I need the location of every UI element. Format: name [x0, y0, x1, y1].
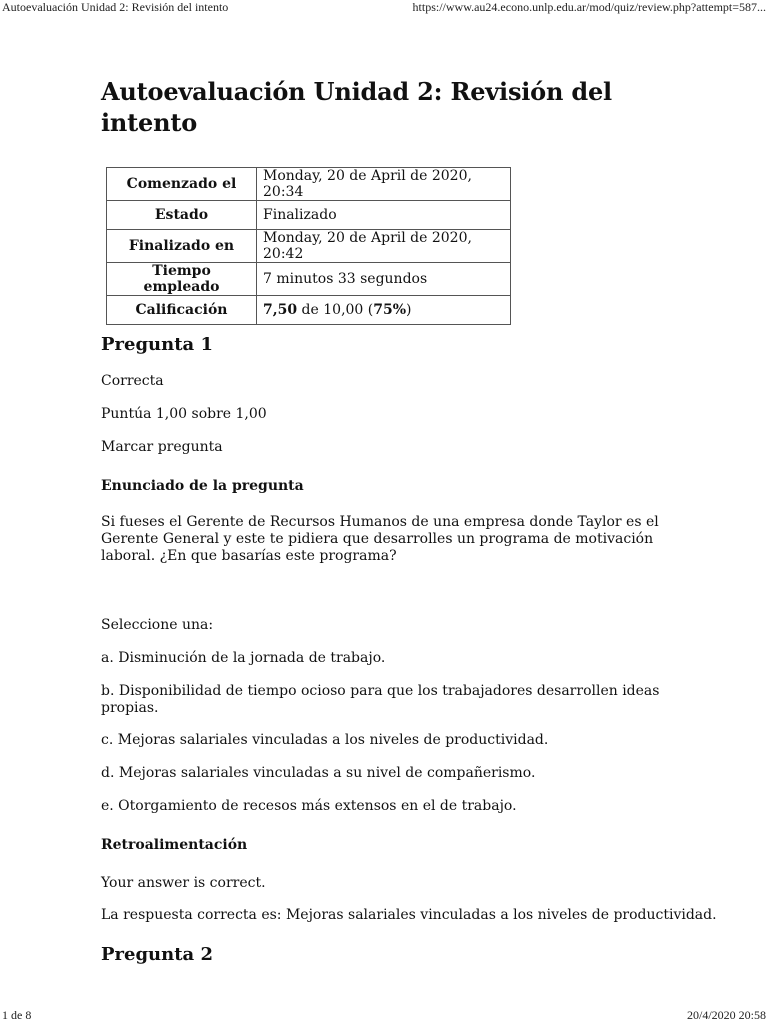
grade-score: 7,50	[263, 302, 298, 318]
flag-question-link[interactable]: Marcar pregunta	[101, 439, 223, 455]
feedback-result: Your answer is correct.	[101, 875, 266, 891]
feedback-correct-answer: La respuesta correcta es: Mejoras salariales vinculadas a los niveles de productividad.	[101, 907, 717, 923]
statement-heading: Enunciado de la pregunta	[101, 478, 304, 494]
main-content	[101, 76, 717, 965]
print-footer	[0, 1006, 768, 1024]
grade-of-text: de 10,00 (	[297, 302, 374, 318]
page-title: Autoevaluación Unidad 2: Revisión del intento	[101, 77, 612, 137]
answer-option-d[interactable]: d. Mejoras salariales vinculadas a su nivel de compañerismo.	[101, 765, 536, 781]
summary-row	[107, 201, 511, 230]
print-header-url[interactable]: https://www.au24.econo.unlp.edu.ar/mod/quiz/review.php?attempt=587...	[412, 0, 766, 14]
grade-close: )	[406, 302, 412, 318]
answer-option-c[interactable]: c. Mejoras salariales vinculadas a los niveles de productividad.	[101, 732, 549, 748]
summary-label: Tiempo empleado	[107, 263, 257, 296]
summary-value: Finalizado	[257, 201, 511, 230]
summary-label: Finalizado en	[107, 230, 257, 263]
summary-row	[107, 296, 511, 325]
question-2-title: Pregunta 2	[101, 944, 213, 965]
summary-label: Comenzado el	[107, 168, 257, 201]
print-header	[0, 0, 768, 16]
answer-option-a[interactable]: a. Disminución de la jornada de trabajo.	[101, 650, 386, 666]
print-header-title: Autoevaluación Unidad 2: Revisión del intento	[2, 0, 229, 14]
summary-label: Estado	[107, 201, 257, 230]
answer-option-b[interactable]: b. Disponibilidad de tiempo ocioso para que los trabajadores desarrollen ideas propias.	[101, 683, 660, 716]
summary-label: Calificación	[107, 296, 257, 325]
summary-row	[107, 230, 511, 263]
question-statement: Si fueses el Gerente de Recursos Humanos de una empresa donde Taylor es el Gerente General y este te pidiera que desarrolles un programa de motivación laboral. ¿En que basarías este programa?	[101, 514, 659, 564]
grade-value	[257, 296, 511, 325]
print-datetime: 20/4/2020 20:58	[686, 1008, 766, 1022]
summary-row	[107, 168, 511, 201]
answer-prompt: Seleccione una:	[101, 617, 214, 633]
summary-value: Monday, 20 de April de 2020, 20:42	[257, 230, 511, 263]
question-1-title: Pregunta 1	[101, 334, 213, 355]
question-1-state: Correcta	[101, 373, 164, 389]
question-1-score: Puntúa 1,00 sobre 1,00	[101, 406, 267, 422]
summary-row	[107, 263, 511, 296]
summary-value: Monday, 20 de April de 2020, 20:34	[257, 168, 511, 201]
summary-value: 7 minutos 33 segundos	[257, 263, 511, 296]
feedback-heading: Retroalimentación	[101, 837, 248, 853]
page-number: 1 de 8	[2, 1008, 32, 1022]
grade-percent: 75%	[373, 302, 407, 318]
answer-option-e[interactable]: e. Otorgamiento de recesos más extensos en el de trabajo.	[101, 798, 517, 814]
attempt-summary-table	[106, 167, 511, 325]
